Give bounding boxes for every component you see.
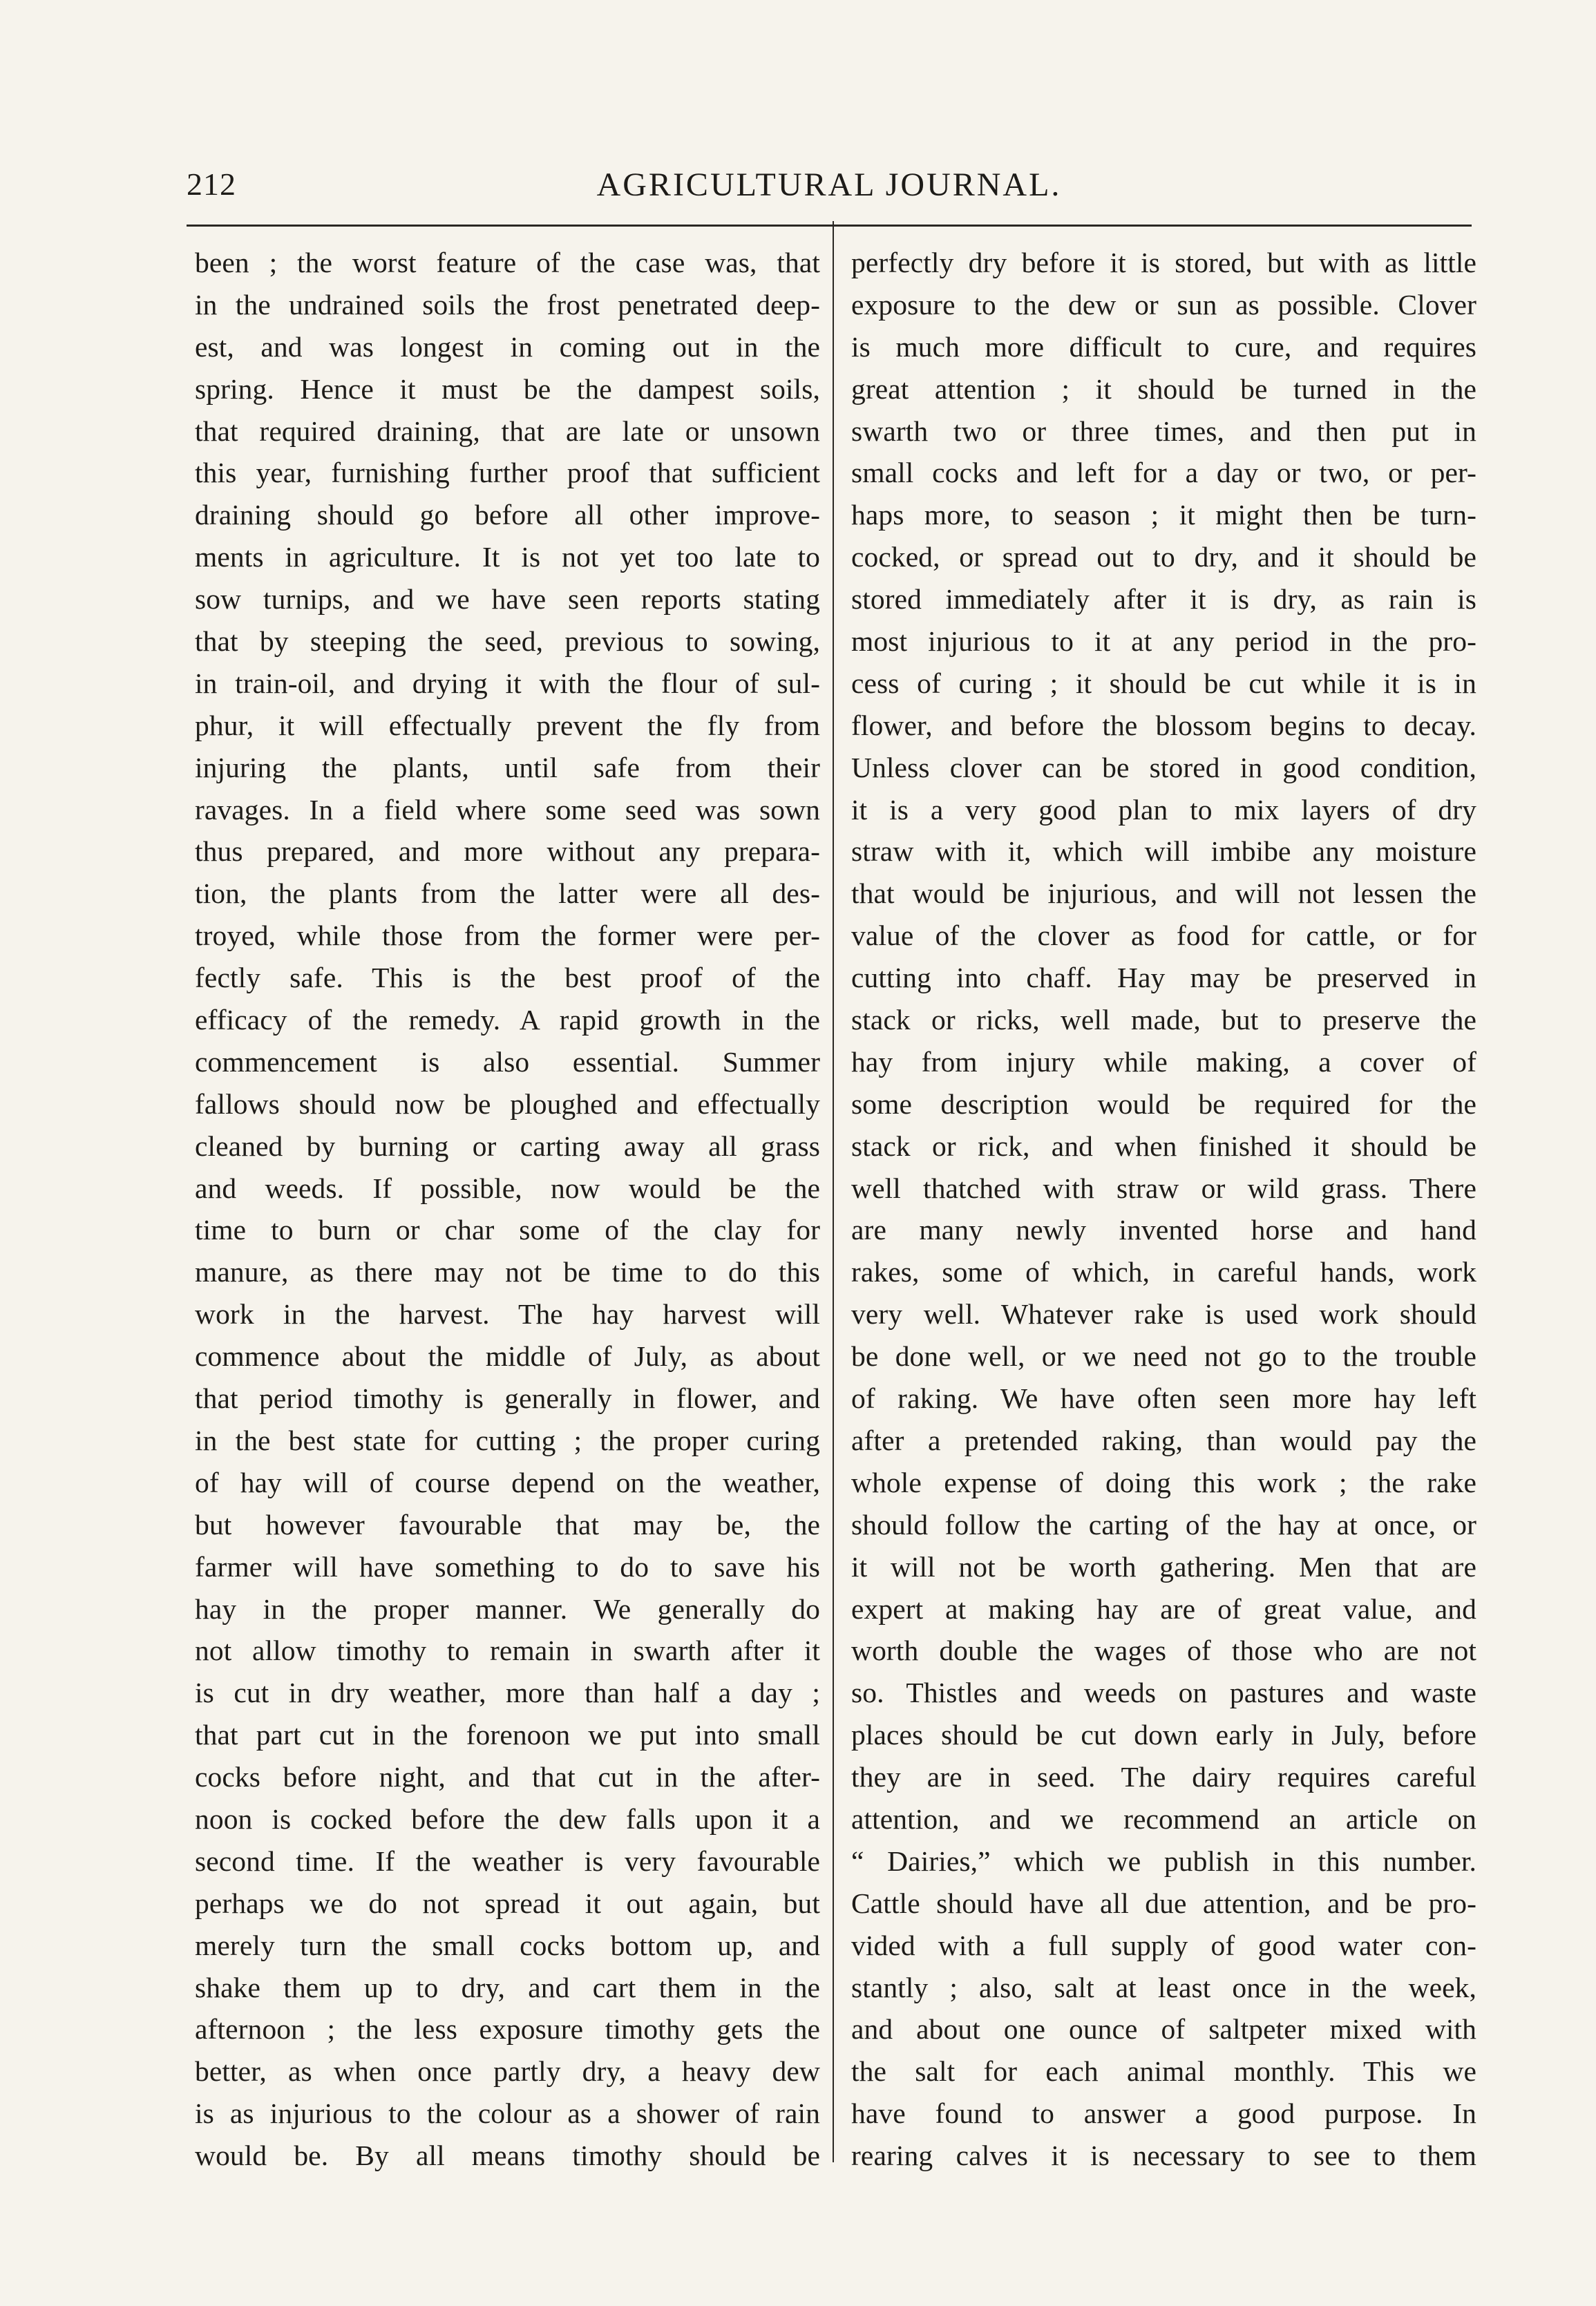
left-column xyxy=(195,242,820,2172)
text-line: is cut in dry weather, more than half a day ; xyxy=(195,1677,820,1709)
text-line: have found to answer a good purpose. In xyxy=(851,2097,1476,2130)
text-line: worth double the wages of those who are not xyxy=(851,1635,1476,1667)
text-line: is as injurious to the colour as a shower of rain xyxy=(195,2097,820,2130)
text-line: farmer will have something to do to save his xyxy=(195,1550,820,1583)
text-line: well thatched with straw or wild grass. There xyxy=(851,1172,1476,1204)
text-line: vided with a full supply of good water con- xyxy=(851,1929,1476,1961)
text-line: stored immediately after it is dry, as rain is xyxy=(851,583,1476,616)
text-line: Unless clover can be stored in good condition, xyxy=(851,751,1476,783)
text-line: hay in the proper manner. We generally do xyxy=(195,1592,820,1625)
text-line: est, and was longest in coming out in the xyxy=(195,330,820,363)
text-line: merely turn the small cocks bottom up, and xyxy=(195,1929,820,1961)
text-line: fectly safe. This is the best proof of the xyxy=(195,962,820,994)
text-line: and weeds. If possible, now would be the xyxy=(195,1172,820,1204)
text-line: commence about the middle of July, as about xyxy=(195,1340,820,1373)
text-line: should follow the carting of the hay at once, or xyxy=(851,1508,1476,1541)
text-line: very well. Whatever rake is used work should xyxy=(851,1298,1476,1331)
text-line: great attention ; it should be turned in the xyxy=(851,372,1476,405)
text-line: stack or ricks, well made, but to preserve the xyxy=(851,1004,1476,1036)
text-line: expert at making hay are of great value, and xyxy=(851,1592,1476,1625)
text-line: are many newly invented horse and hand xyxy=(851,1214,1476,1246)
text-line: haps more, to season ; it might then be turn- xyxy=(851,499,1476,531)
text-line: phur, it will effectually prevent the fly from xyxy=(195,709,820,741)
page-header xyxy=(187,166,1472,214)
text-line: after a pretended raking, than would pay the xyxy=(851,1424,1476,1456)
text-line: and about one ounce of saltpeter mixed with xyxy=(851,2013,1476,2046)
text-line: troyed, while those from the former were per- xyxy=(195,919,820,952)
text-line: rakes, some of which, in careful hands, work xyxy=(851,1256,1476,1288)
text-line: that part cut in the forenoon we put into small xyxy=(195,1719,820,1751)
text-line: that by steeping the seed, previous to sowing, xyxy=(195,625,820,658)
text-line: it is a very good plan to mix layers of dry xyxy=(851,793,1476,826)
text-line: but however favourable that may be, the xyxy=(195,1508,820,1541)
right-column xyxy=(851,242,1476,2172)
text-line: straw with it, which will imbibe any moisture xyxy=(851,835,1476,868)
text-line: commencement is also essential. Summer xyxy=(195,1045,820,1078)
text-line: cocks before night, and that cut in the after- xyxy=(195,1761,820,1793)
text-line: injuring the plants, until safe from their xyxy=(195,751,820,783)
text-line: in the undrained soils the frost penetrated deep- xyxy=(195,288,820,321)
text-line: manure, as there may not be time to do this xyxy=(195,1256,820,1288)
text-line: second time. If the weather is very favourable xyxy=(195,1845,820,1877)
column-divider xyxy=(833,221,834,2162)
text-line: fallows should now be ploughed and effectually xyxy=(195,1087,820,1120)
text-line: draining should go before all other improve- xyxy=(195,499,820,531)
text-line: efficacy of the remedy. A rapid growth in the xyxy=(195,1004,820,1036)
text-line: swarth two or three times, and then put in xyxy=(851,414,1476,447)
text-line: in train-oil, and drying it with the flour of sul- xyxy=(195,667,820,699)
text-line: so. Thistles and weeds on pastures and waste xyxy=(851,1677,1476,1709)
text-line: perfectly dry before it is stored, but with as little xyxy=(851,247,1476,278)
text-line: thus prepared, and more without any prepara- xyxy=(195,835,820,868)
text-line: flower, and before the blossom begins to decay. xyxy=(851,709,1476,741)
text-line: exposure to the dew or sun as possible. Clover xyxy=(851,288,1476,321)
text-line: afternoon ; the less exposure timothy gets the xyxy=(195,2013,820,2046)
text-line: cess of curing ; it should be cut while it is in xyxy=(851,667,1476,699)
text-line: that would be injurious, and will not lessen the xyxy=(851,877,1476,910)
text-line: hay from injury while making, a cover of xyxy=(851,1045,1476,1078)
text-line: sow turnips, and we have seen reports stating xyxy=(195,583,820,616)
text-line: perhaps we do not spread it out again, but xyxy=(195,1887,820,1919)
text-line: it will not be worth gathering. Men that are xyxy=(851,1550,1476,1583)
text-line: is much more difficult to cure, and requires xyxy=(851,330,1476,363)
text-line: some description would be required for the xyxy=(851,1087,1476,1120)
text-line: cleaned by burning or carting away all grass xyxy=(195,1130,820,1162)
text-line: that period timothy is generally in flower, and xyxy=(195,1382,820,1415)
text-line: cutting into chaff. Hay may be preserved in xyxy=(851,962,1476,994)
text-line: “ Dairies,” which we publish in this number. xyxy=(851,1845,1476,1877)
text-line: that required draining, that are late or unsown xyxy=(195,414,820,447)
text-line: spring. Hence it must be the dampest soils, xyxy=(195,372,820,405)
text-line: rearing calves it is necessary to see to them xyxy=(851,2140,1476,2172)
text-line: stantly ; also, salt at least once in the week, xyxy=(851,1971,1476,2003)
text-line: stack or rick, and when finished it should be xyxy=(851,1130,1476,1162)
text-line: better, as when once partly dry, a heavy dew xyxy=(195,2055,820,2088)
page-number: 212 xyxy=(187,166,236,202)
text-line: the salt for each animal monthly. This we xyxy=(851,2055,1476,2088)
text-line: be done well, or we need not go to the trouble xyxy=(851,1340,1476,1373)
text-line: ments in agriculture. It is not yet too late to xyxy=(195,541,820,573)
text-line: they are in seed. The dairy requires careful xyxy=(851,1761,1476,1793)
text-line: time to burn or char some of the clay for xyxy=(195,1214,820,1246)
text-line: places should be cut down early in July, before xyxy=(851,1719,1476,1751)
running-title: AGRICULTURAL JOURNAL. xyxy=(596,166,1062,203)
text-line: most injurious to it at any period in the pro- xyxy=(851,625,1476,658)
text-line: cocked, or spread out to dry, and it should be xyxy=(851,541,1476,573)
text-line: in the best state for cutting ; the proper curing xyxy=(195,1424,820,1456)
text-line: tion, the plants from the latter were all des- xyxy=(195,877,820,910)
text-line: value of the clover as food for cattle, or for xyxy=(851,919,1476,952)
text-line: of hay will of course depend on the weather, xyxy=(195,1466,820,1498)
text-line: been ; the worst feature of the case was, that xyxy=(195,247,820,278)
text-line: shake them up to dry, and cart them in the xyxy=(195,1971,820,2003)
text-line: ravages. In a field where some seed was sown xyxy=(195,793,820,826)
text-line: attention, and we recommend an article on xyxy=(851,1802,1476,1835)
text-line: of raking. We have often seen more hay left xyxy=(851,1382,1476,1415)
text-line: work in the harvest. The hay harvest will xyxy=(195,1298,820,1331)
text-line: whole expense of doing this work ; the rake xyxy=(851,1466,1476,1498)
text-line: noon is cocked before the dew falls upon it a xyxy=(195,1802,820,1835)
text-line: small cocks and left for a day or two, or per- xyxy=(851,457,1476,489)
text-line: this year, furnishing further proof that sufficient xyxy=(195,457,820,489)
text-line: not allow timothy to remain in swarth after it xyxy=(195,1635,820,1667)
text-line: would be. By all means timothy should be xyxy=(195,2140,820,2172)
text-line: Cattle should have all due attention, and be pro- xyxy=(851,1887,1476,1919)
header-rule xyxy=(187,225,1472,227)
